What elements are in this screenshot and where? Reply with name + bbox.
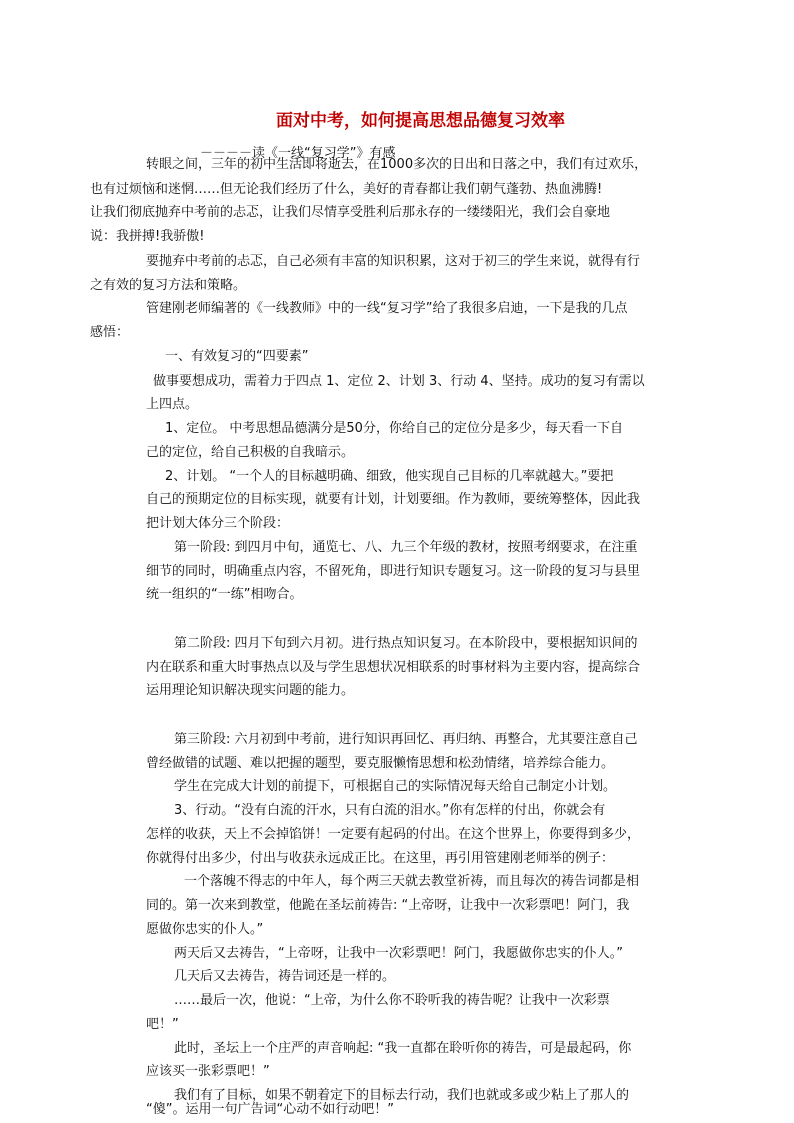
body-text-line: 第一阶段: 到四月中旬，通览七、八、九三个年级的教材，按照考纲要求，在注重: [174, 539, 638, 555]
body-text-line: 内在联系和重大时事热点以及与学生思想状况相联系的时事材料为主要内容，提高综合: [146, 659, 641, 675]
body-text-line: 运用理论知识解决现实问题的能力。: [146, 683, 355, 699]
body-text-line: 几天后又去祷告，祷告词还是一样的。: [174, 969, 396, 985]
body-text-line: 统一组织的“一练”相吻合。: [146, 587, 303, 603]
body-text-line: 怎样的收获，天上不会掉馅饼！一定要有起码的付出。在这个世界上，你要得到多少，: [146, 826, 641, 842]
body-text-line: 同的。第一次来到教堂，他跪在圣坛前祷告: “上帝呀，让我中一次彩票吧！阿门，我: [146, 898, 630, 914]
body-text-line: 学生在完成大计划的前提下，可根据自己的实际情况每天给自己制定小计划。: [174, 779, 617, 795]
body-text-line: 也有过烦恼和迷惘……但无论我们经历了什么，美好的青春都让我们朝气蓬勃、热血沸腾!: [90, 181, 603, 197]
body-text-line: ……最后一次，他说：“上帝，为什么你不聆听我的祷告呢？让我中一次彩票: [174, 993, 610, 1009]
body-text-line: 要抛弃中考前的忐忑，自己必须有丰富的知识积累，这对于初三的学生来说，就得有行: [146, 253, 641, 269]
body-text-line: 我们有了目标，如果不朝着定下的目标去行动，我们也就或多或少粘上了那人的: [174, 1088, 630, 1104]
body-text-line: 愿做你忠实的仆人。”: [146, 921, 264, 937]
body-text-line: 一、有效复习的“四要素”: [165, 348, 309, 364]
body-text-line: 1、定位。 中考思想品德满分是50分，你给自己的定位分是多少，每天看一下自: [165, 421, 623, 437]
body-text-line: 之有效的复习方法和策略。: [90, 277, 247, 293]
body-text-line: 第二阶段: 四月下旬到六月初。进行热点知识复习。在本阶段中，要根据知识间的: [174, 635, 638, 651]
body-text-line: 此时，圣坛上一个庄严的声音响起: “我一直都在聆听你的祷告，可是最起码，你: [174, 1040, 632, 1056]
body-text-line: 说：我拼搏!我骄傲!: [90, 229, 205, 245]
body-text-line: 曾经做错的试题、难以把握的题型，要克服懒惰思想和松劲情绪，培养综合能力。: [146, 755, 615, 771]
body-text-line: 应该买一张彩票吧！”: [146, 1064, 270, 1080]
body-text-line: “傻”。运用一句广告词“心动不如行动吧！”: [146, 1102, 394, 1117]
body-text-line: 让我们彻底抛弃中考前的忐忑，让我们尽情享受胜利后那永存的一缕缕阳光，我们会自豪地: [90, 205, 611, 221]
body-text-line: 管建刚老师编著的《一线教师》中的一线“复习学”给了我很多启迪，一下是我的几点: [146, 301, 628, 317]
document-subtitle: －－－－读《一线“复习学”》有感: [200, 146, 396, 161]
body-text-line: 3、行动。“没有白流的汗水，只有白流的泪水。”你有怎样的付出，你就会有: [174, 803, 606, 819]
body-text-line: 转眼之间，三年的初中生活即将逝去，在1000多次的日出和日落之中，我们有过欢乐，: [146, 157, 648, 172]
body-text-line: 上四点。: [146, 397, 199, 413]
body-text-line: 吧！”: [146, 1016, 179, 1032]
body-text-line: 细节的同时，明确重点内容，不留死角，即进行知识专题复习。这一阶段的复习与县里: [146, 563, 641, 579]
body-text-line: 己的定位，给自己积极的自我暗示。: [146, 444, 355, 460]
body-text-line: 两天后又去祷告，“上帝呀，让我中一次彩票吧！阿门，我愿做你忠实的仆人。”: [174, 945, 623, 961]
document-title: 面对中考，如何提高思想品德复习效率: [276, 111, 565, 131]
body-text-line: 把计划大体分三个阶段：: [146, 516, 290, 532]
body-text-line: 第三阶段: 六月初到中考前，进行知识再回忆、再归纳、再整合，尤其要注意自己: [174, 731, 638, 747]
body-text-line: 自己的预期定位的目标实现，就要有计划，计划要细。作为教师，要统筹整体，因此我: [146, 492, 641, 508]
body-text-line: 你就得付出多少，付出与收获永远成正比。在这里，再引用管建刚老师举的例子：: [146, 850, 615, 866]
body-text-line: 2、计划。 “一个人的目标越明确、细致，他实现自己目标的几率就越大。”要把: [165, 468, 614, 484]
body-text-line: 做事要想成功，需着力于四点 1、定位 2、计划 3、行动 4、坚持。成功的复习有需以: [153, 373, 645, 389]
body-text-line: 感悟：: [90, 325, 130, 341]
body-text-line: 一个落魄不得志的中年人，每个两三天就去教堂祈祷，而且每次的祷告词都是相: [184, 874, 640, 890]
